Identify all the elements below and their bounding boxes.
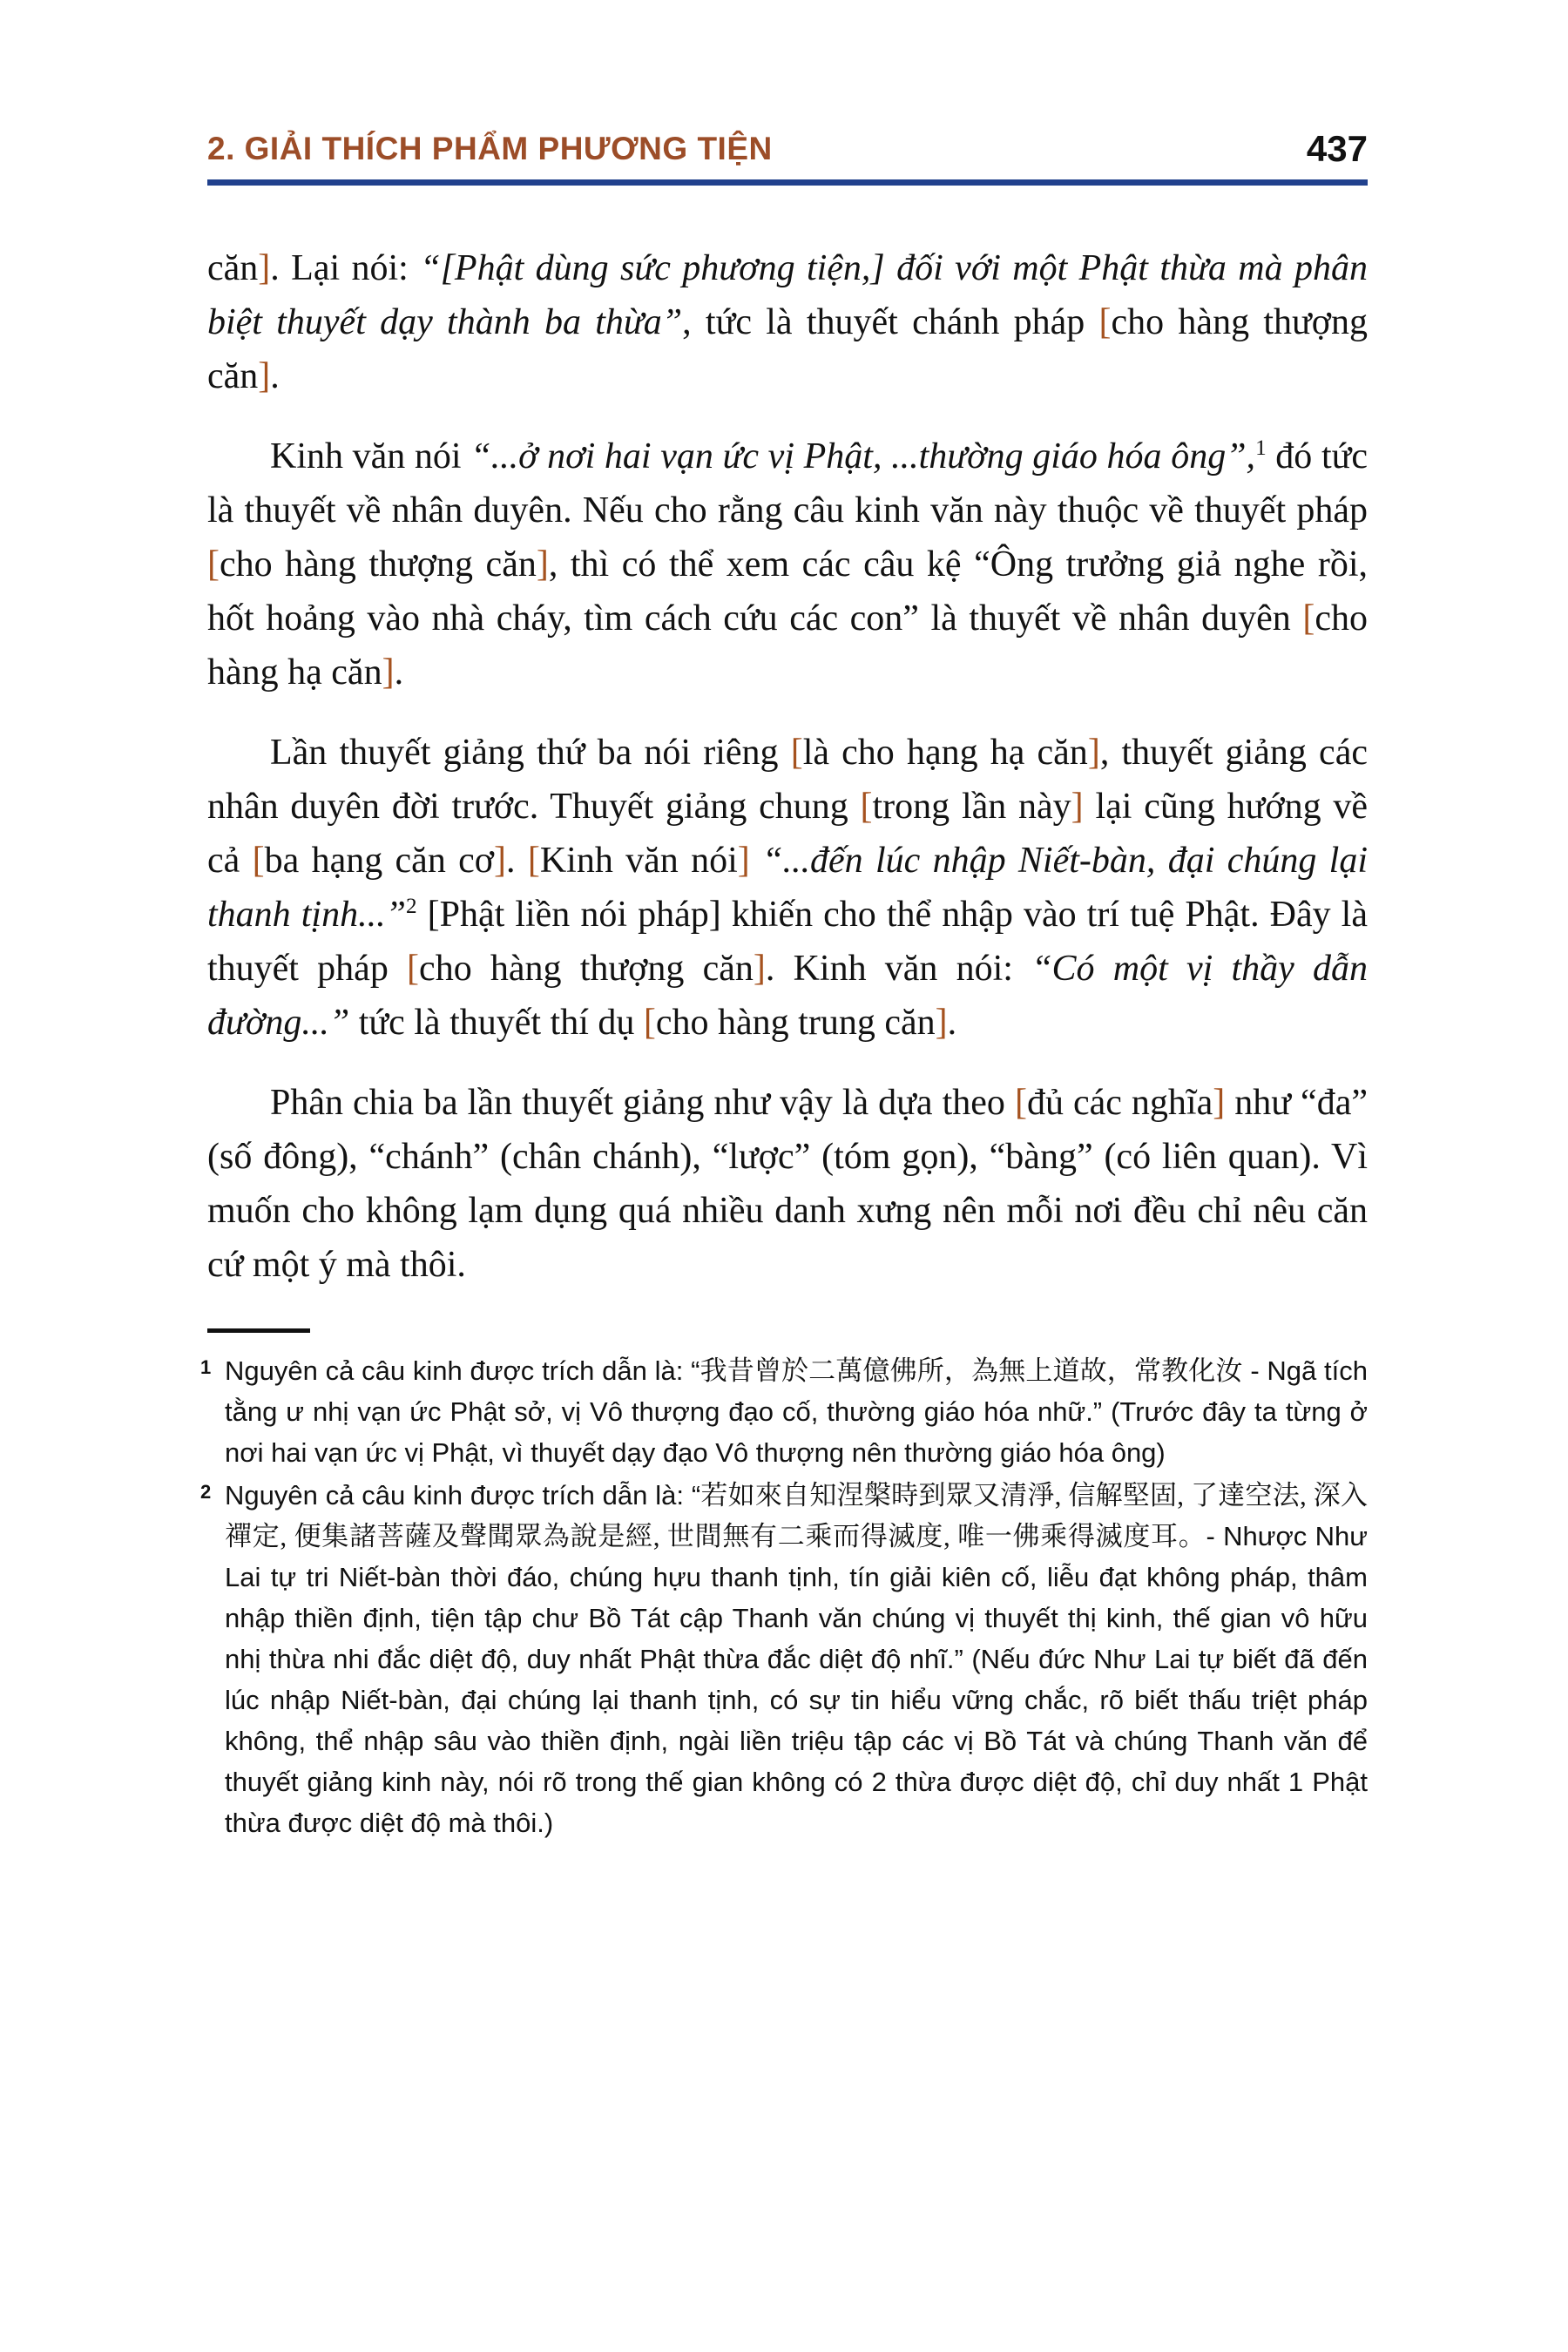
text-segment: , thì có thể xem các câu kệ “Ông trưởng giả nghe rồi, hốt hoảng vào nhà cháy, tìm cách cứu các con” là thuyết về nhân duyên	[207, 544, 1368, 639]
text-segment: [	[860, 787, 873, 827]
text-segment: .	[270, 356, 280, 396]
text-segment: Nguyên cả câu kinh được trích dẫn là: “	[225, 1355, 700, 1386]
text-segment: như “đa” (số đông), “chánh” (chân chánh), “lược” (tóm gọn), “bàng” (có liên quan). Vì muốn cho không lạm dụng quá nhiều danh xưng nên mỗi nơi đều chỉ nêu căn cứ một ý mà thôi.	[207, 1083, 1368, 1285]
text-segment: “Có một vị thầy dẫn đường...”	[207, 949, 1369, 1043]
text-segment: . Kinh văn nói:	[765, 949, 1032, 989]
paragraph	[207, 241, 1368, 403]
running-head: 2. GIẢI THÍCH PHẨM PHƯƠNG TIỆN	[207, 131, 773, 166]
text-segment: .	[506, 841, 528, 881]
text-segment: ]	[536, 544, 549, 585]
text-segment: ]	[1087, 733, 1100, 773]
text-segment: [	[527, 841, 540, 881]
text-segment: ]	[935, 1003, 948, 1043]
footnote-marker: 2	[200, 1481, 212, 1503]
page-header	[207, 128, 1368, 186]
text-segment: - Ngã tích tằng ư nhị vạn ức Phật sở, vị Vô thượng đạo cố, thường giáo hóa nhữ.” (Trước đây ta từng ở nơi hai vạn ức vị Phật, vì thuyết dạy đạo Vô thượng nên thường giáo hóa ông)	[225, 1355, 1369, 1468]
text-segment: [	[252, 841, 265, 881]
body-text	[207, 241, 1368, 1292]
text-segment: đó tức là thuyết về nhân duyên. Nếu cho rằng câu kinh văn này thuộc về thuyết pháp	[207, 436, 1369, 531]
text-segment: căn	[207, 248, 259, 288]
text-segment: [	[207, 544, 220, 585]
text-segment: cho hàng thượng căn	[207, 302, 1368, 396]
text-segment: ba hạng căn cơ	[264, 841, 494, 881]
footnote-list	[200, 1350, 1369, 1843]
text-segment: Kinh văn nói	[270, 436, 471, 476]
text-segment: .	[394, 652, 404, 693]
footnote-ref: 2	[405, 895, 417, 918]
text-segment: - Nhược Như Lai tự tri Niết-bàn thời đáo, chúng hựu thanh tịnh, tín giải kiên cố, liễu đạt không pháp, thâm nhập thiền định, tiện tập chư Bồ Tát cập Thanh văn chúng vị thuyết thị kinh, thế gian vô hữu nhị thừa nhi đắc diệt độ, duy nhất Phật thừa đắc diệt độ nhĩ.” (Nếu đức Như Lai tự biết đã đến lúc nhập Niết-bàn, đại chúng lại thanh tịnh, có sự tin hiểu vững chắc, rõ biết thấu triệt pháp không, thể nhập sâu vào thiền định, ngài liền triệu tập các vị Bồ Tát và chúng Thanh văn để thuyết giảng kinh này, nói rõ trong thế gian không có 2 thừa được diệt độ, chỉ duy nhất 1 Phật thừa được diệt độ mà thôi.)	[225, 1521, 1368, 1838]
paragraph	[207, 429, 1368, 700]
text-segment: Nguyên cả câu kinh được trích dẫn là: “	[225, 1480, 701, 1511]
footnote	[200, 1475, 1368, 1843]
footnote-separator	[207, 1328, 310, 1333]
text-segment: “...đến lúc nhập Niết-bàn, đại chúng lại thanh tịnh...”	[207, 841, 1368, 935]
text-segment: 我昔曾於二萬億佛所，為無上道故，常教化汝	[700, 1355, 1243, 1386]
text-segment: ]	[737, 841, 750, 881]
text-segment: cho hàng thượng căn	[419, 949, 754, 989]
text-segment: ]	[1213, 1083, 1226, 1123]
text-segment: cho hàng hạ căn	[207, 598, 1368, 693]
footnote-marker: 1	[200, 1356, 212, 1378]
text-segment: Kinh văn nói	[539, 841, 738, 881]
text-segment: đủ các nghĩa	[1026, 1083, 1213, 1123]
text-segment: cho hàng thượng căn	[220, 544, 537, 585]
text-segment: lại cũng hướng về cả	[207, 787, 1368, 881]
footnotes-section	[200, 1328, 1369, 1843]
page-number: 437	[1306, 128, 1368, 169]
text-segment: ]	[382, 652, 395, 693]
text-segment	[750, 841, 762, 881]
text-segment: [	[1302, 598, 1315, 639]
text-segment: , thuyết giảng các nhân duyên đời trước. Thuyết giảng chung	[207, 733, 1368, 827]
text-segment: [Phật liền nói pháp] khiến cho thể nhập vào trí tuệ Phật. Đây là thuyết pháp	[207, 895, 1368, 989]
text-segment: ]	[753, 949, 766, 989]
text-segment: ]	[494, 841, 506, 881]
text-segment: cho hàng trung căn	[655, 1003, 936, 1043]
footnote	[200, 1350, 1369, 1473]
text-segment: [	[790, 733, 803, 773]
header-row	[207, 128, 1368, 169]
text-segment: [	[1098, 302, 1112, 342]
paragraph	[207, 726, 1368, 1050]
text-segment: trong lần này	[872, 787, 1071, 827]
text-segment: Lần thuyết giảng thứ ba nói riêng	[270, 733, 791, 773]
text-segment: tức là thuyết thí dụ	[349, 1003, 644, 1043]
text-segment: Phân chia ba lần thuyết giảng như vậy là dựa theo	[270, 1083, 1015, 1123]
text-segment: “[Phật dùng sức phương tiện,] đối với một Phật thừa mà phân biệt thuyết dạy thành ba thừa”	[207, 248, 1368, 342]
text-segment: [	[1014, 1083, 1027, 1123]
text-segment: .	[947, 1003, 957, 1043]
text-segment: , tức là thuyết chánh pháp	[682, 302, 1099, 342]
header-rule	[207, 179, 1368, 186]
footnote-ref: 1	[1255, 436, 1267, 460]
paragraph	[207, 1076, 1368, 1292]
text-segment: . Lại nói:	[270, 248, 421, 288]
text-segment: [	[643, 1003, 656, 1043]
text-segment: [	[407, 949, 420, 989]
text-segment: ]	[258, 356, 271, 396]
text-segment: ]	[258, 248, 271, 288]
text-segment: “...ở nơi hai vạn ức vị Phật, ...thường giáo hóa ông”,	[470, 436, 1256, 476]
text-segment: ]	[1071, 787, 1084, 827]
text-segment: là cho hạng hạ căn	[802, 733, 1088, 773]
text-segment: 若如來自知涅槃時到眾又清淨, 信解堅固, 了達空法, 深入禪定, 便集諸菩薩及聲聞眾為說是經, 世間無有二乘而得滅度, 唯一佛乘得滅度耳。	[225, 1480, 1368, 1551]
